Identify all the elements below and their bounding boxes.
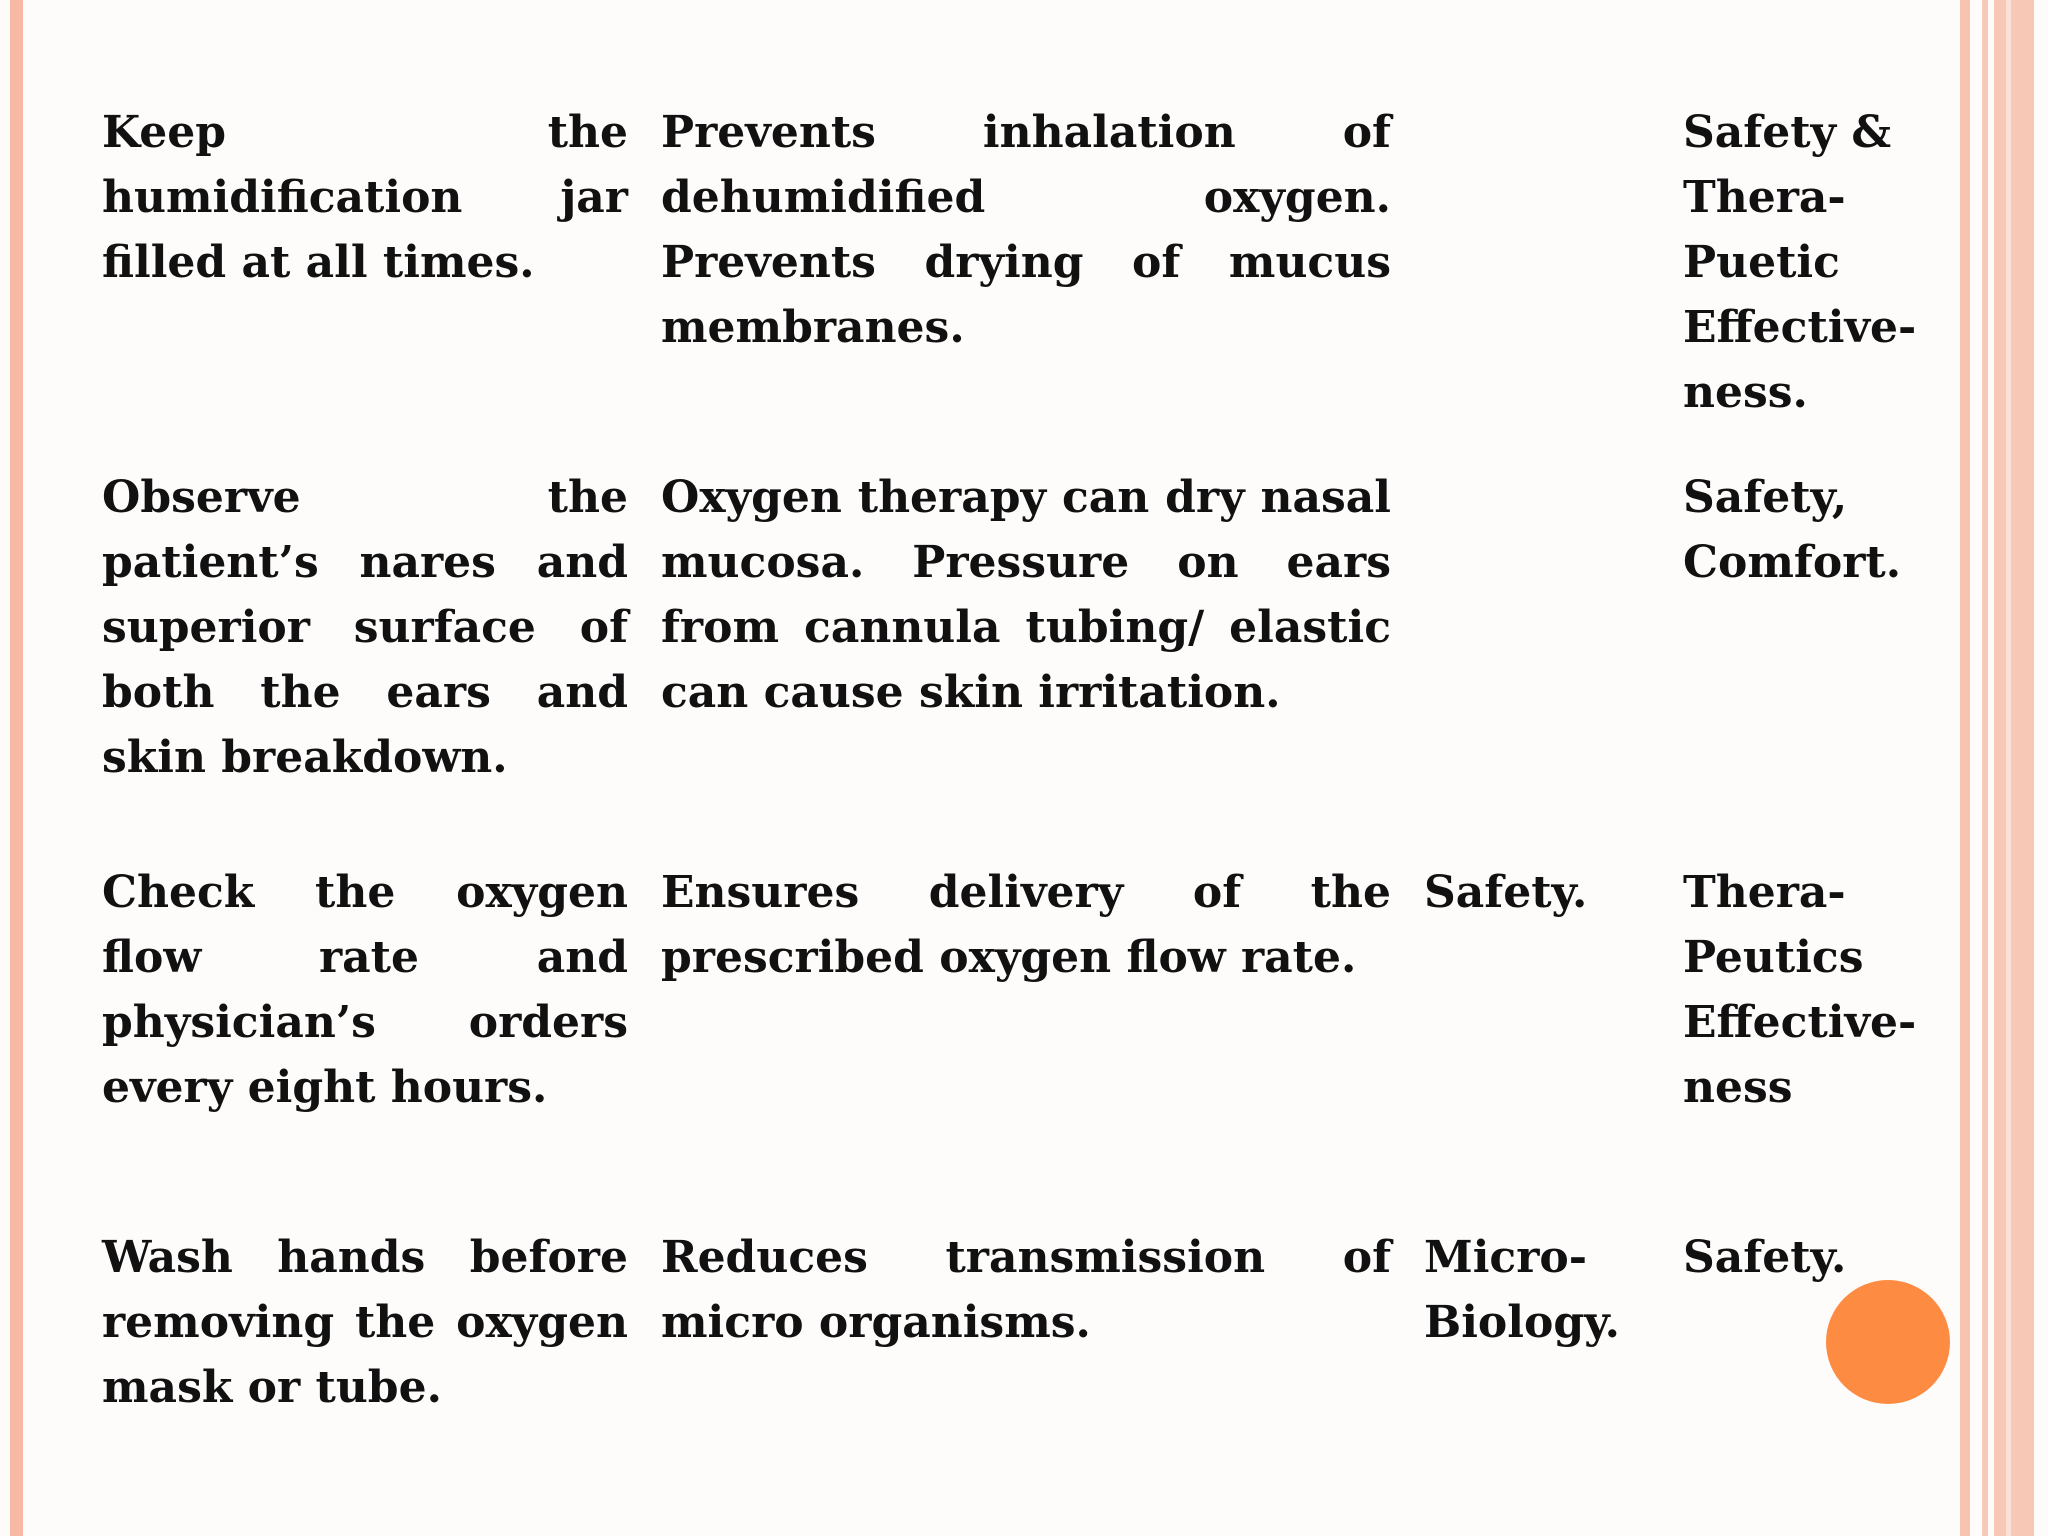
- rationale-cell: Prevents inhalation of dehumidified oxygen. Prevents drying of mucus membranes.: [661, 107, 1391, 353]
- outcome-cell: Safety, Comfort.: [1683, 472, 1902, 588]
- principle-cell: Micro- Biology.: [1424, 1232, 1620, 1348]
- slide-border-right: [1960, 0, 1970, 1536]
- slide-border-right-band: [1994, 0, 2034, 1536]
- outcome-cell: Safety & Thera- Puetic Effective- ness.: [1683, 107, 1917, 418]
- slide-border-right-gap: [2006, 0, 2011, 1536]
- outcome-cell: Thera- Peutics Effective- ness: [1683, 867, 1917, 1113]
- action-cell: Keep the humidification jar filled at all times.: [102, 107, 628, 288]
- slide-border-left: [10, 0, 23, 1536]
- slide-border-right-stripe: [1982, 0, 1988, 1536]
- rationale-cell: Reduces transmission of micro organisms.: [661, 1232, 1391, 1348]
- principle-cell: Safety.: [1424, 867, 1588, 918]
- action-cell: Wash hands before removing the oxygen mask or tube.: [102, 1232, 628, 1413]
- action-cell: Observe the patient’s nares and superior surface of both the ears and skin breakdown.: [102, 472, 628, 783]
- rationale-cell: Ensures delivery of the prescribed oxygen flow rate.: [661, 867, 1391, 983]
- decorative-orange-circle: [1826, 1280, 1950, 1404]
- action-cell: Check the oxygen flow rate and physician’s orders every eight hours.: [102, 867, 628, 1113]
- outcome-cell: Safety.: [1683, 1232, 1847, 1283]
- rationale-cell: Oxygen therapy can dry nasal mucosa. Pressure on ears from cannula tubing/ elastic can cause skin irritation.: [661, 472, 1391, 718]
